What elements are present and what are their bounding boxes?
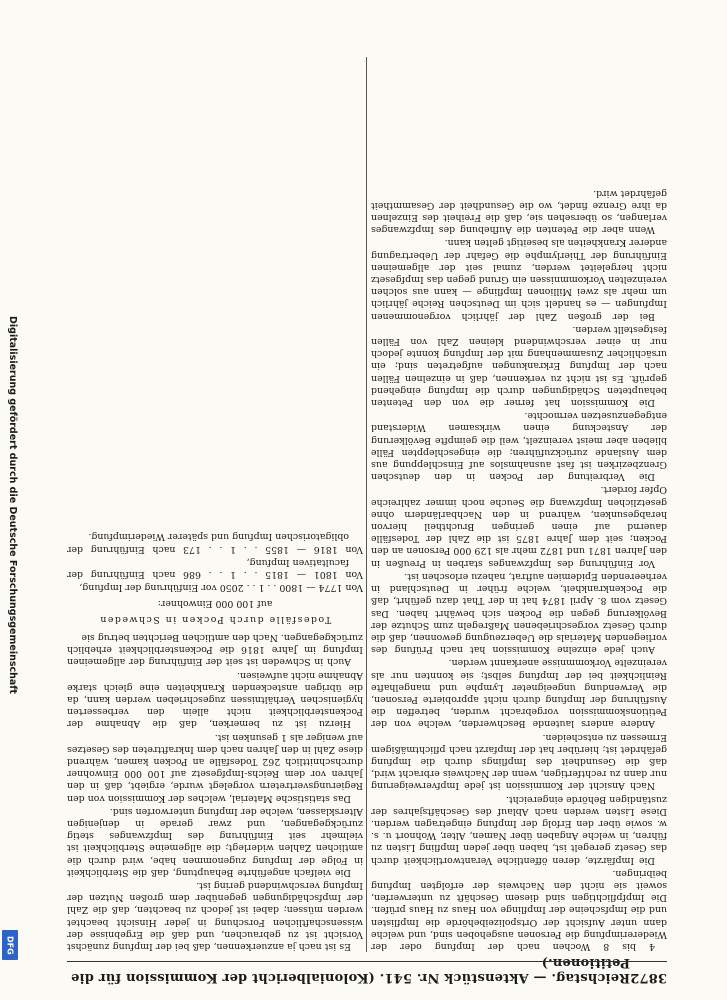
page-number: 3872: [630, 970, 667, 985]
paragraph: Es ist nach ja anzuerkennen, daß bei der Impfung zunächst Vorsicht ist zu gebrauchen, und daß die Ergebnisse der wissenschaftlichen Forschung in jeder Hinsicht beachtet werden müssen; dabei ist jedoch zu beachten, daß die Zahl der Impfschädigungen gegenüber dem großen Nutzen der Impfung verschwindend gering ist.: [67, 879, 363, 952]
paragraph: Die Impfärzte, deren öffentliche Verantwortlichkeit durch das Gesetz geregelt ist, haben über jeden Impfling Listen zu führen, in welche Angaben über Namen, Alter, Wohnort u. s. w. sowie über den Erfolg der Impfung eingetragen werden. Diese Listen werden nach Ablauf des Geschäftsjahres der zuständigen Behörde eingereicht.: [371, 793, 667, 866]
header-rule: [67, 961, 667, 962]
paragraph: Nach Ansicht der Kommission ist jede Impfverweigerung nur dann zu rechtfertigen, wenn der Nachweis erbracht wird, daß die Gesundheit des Impflings durch die Impfung gefährdet ist; hierüber hat der Impfarzt nach pflichtmäßigem Ermessen zu entscheiden.: [371, 731, 667, 792]
dfg-logo: DFG: [2, 930, 18, 960]
table-row: Von 1801 — 1815 . . 1 . . 686 nach Einführung der facultativen Impfung,: [67, 556, 363, 581]
paragraph: Vor Einführung des Impfzwanges starben in Preußen in den Jahren 1871 und 1872 mehr als 129 000 Personen an den Pocken; seit dem Jahre 1875 ist die Zahl der Todesfälle dauernd auf einen geringen Bruchtheil hiervon herabgesunken, während in den Nachbarländern ohne gesetzlichen Impfzwang die Seuche noch immer zahlreiche Opfer fordert.: [371, 484, 667, 569]
paragraph: Bei der großen Zahl der jährlich vorgenommenen Impfungen — es handelt sich im Deutschen Reiche jährlich um mehr als zwei Millionen Impflinge — kann aus solchen vereinzelten Vorkommnissen ein Grund gegen das Impfgesetz nicht hergeleitet werden, zumal seit der allgemeinen Einführung der Thierlymphe die Gefahr der Uebertragung anderer Krankheiten als beseitigt gelten kann.: [371, 237, 667, 322]
paragraph: Die Kommission hat ferner die von den Petenten behaupteten Schädigungen durch die Impfung eingehend geprüft. Es ist nicht zu verkennen, daß in einzelnen Fällen nach der Impfung Erkrankungen aufgetreten sind; ein ursächlicher Zusammenhang mit der Impfung konnte jedoch nur in einer verschwindend kleinen Zahl von Fällen festgestellt werden.: [371, 323, 667, 409]
right-column: [67, 57, 363, 952]
table-row: Von 1816 — 1855 . . 1 . . 173 nach Einführung der obligatorischen Impfung und späterer Wiederimpfung.: [67, 531, 363, 555]
paragraph: Auch in Schweden ist seit der Einführung der allgemeinen Impfung im Jahre 1816 die Pockensterblichkeit erheblich zurückgegangen. Nach den amtlichen Berichten betrug sie: [67, 631, 363, 668]
paragraph: Hierzu ist zu bemerken, daß die Abnahme der Pockensterblichkeit nicht allein den verbesserten hygienischen Verhältnissen zugeschrieben werden kann, da die übrigen ansteckenden Krankheiten eine gleich starke Abnahme nicht aufweisen.: [67, 669, 363, 730]
table-subheading: auf 100 000 Einwohner:: [157, 597, 273, 609]
paragraph: Andere anders lautende Beschwerden, welche von der Petitionskommission vorgebracht wurden, betreffen die Ausführung der Impfung durch nicht approbierte Personen, die Verwendung ungeeigneter Lymphe und mangelhafte Reinlichkeit bei der Impfung selbst; sie konnten nur als vereinzelte Vorkommnisse anerkannt werden.: [371, 657, 667, 730]
left-column: [371, 57, 667, 952]
paragraph: Die vielfach angeführte Behauptung, daß die Sterblichkeit in Folge der Impfung zugenommen habe, wird durch die amtlichen Zahlen widerlegt; die allgemeine Sterblichkeit ist vielmehr seit Einführung des Impfzwanges stetig zurückgegangen, und zwar gerade in denjenigen Altersklassen, welche der Impfung unterworfen sind.: [67, 805, 363, 878]
running-header: [67, 955, 667, 985]
paragraph: 4 bis 8 Wochen nach der Impfung oder der Wiedererimpfung die Personen ausgehoben sind, und welche dann unter Aufsicht der Ortspolizeibehörde die Impflisten und die Impfscheine der Impflinge von Haus zu Haus prüfen. Die Impfpflichtigen sind diesem Geschäft zu unterwerfen, soweit sie nicht den Nachweis der erfolgten Impfung beibringen.: [371, 867, 667, 952]
paragraph: Wenn aber die Petenten die Aufhebung des Impfzwanges verlangen, so übersehen sie, daß die Freiheit des Einzelnen da ihre Grenze findet, wo die Gesundheit der Gesammtheit gefährdet wird.: [371, 187, 667, 236]
table-row: Von 1774 — 1800 . . 1 . . 2050 vor Einführung der Impfung,: [79, 582, 363, 594]
paragraph: Auch jede einzelne Kommission hat nach Prüfung des vorliegenden Materials die Ueberzeugung gewonnen, daß die durch Gesetz vorgeschriebenen Maßregeln zum Schutze der Bevölkerung gegen die Pocken sich bewährt haben. Das Gesetz vom 8. April 1874 hat in der That dazu geführt, daß die Pockenkrankheit, welche früher in Deutschland in verheerenden Epidemien auftrat, nahezu erloschen ist.: [371, 570, 667, 656]
paragraph: Das statistische Material, welches der Kommission von den Regierungsvertretern vorgelegt wurde, ergiebt, daß in den Jahren vor dem Reichs-Impfgesetz auf 100 000 Einwohner durchschnittlich 262 Todesfälle an Pocken kamen, während diese Zahl in den Jahren nach dem Inkrafttreten des Gesetzes auf weniger als 1 gesunken ist.: [67, 731, 363, 804]
column-divider: [366, 57, 367, 952]
header-title: Reichstag. — Aktenstück Nr. 541. (Kolonialbericht der Kommission für die Petitionen.): [70, 955, 631, 985]
paragraph: Die Verbreitung der Pocken in den deutschen Grenzbezirken ist fast ausnahmslos auf Einschleppung aus dem Auslande zurückzuführen; die eingeschleppten Fälle blieben aber meist vereinzelt, weil die geimpfte Bevölkerung der Ansteckung einen wirksamen Widerstand entgegenzusetzen vermochte.: [371, 410, 667, 483]
table-heading: Todesfälle durch Pocken in Schweden: [98, 613, 332, 625]
digitization-credit: Digitalisierung gefördert durch die Deutsche Forschungsgemeinschaft: [7, 316, 18, 694]
